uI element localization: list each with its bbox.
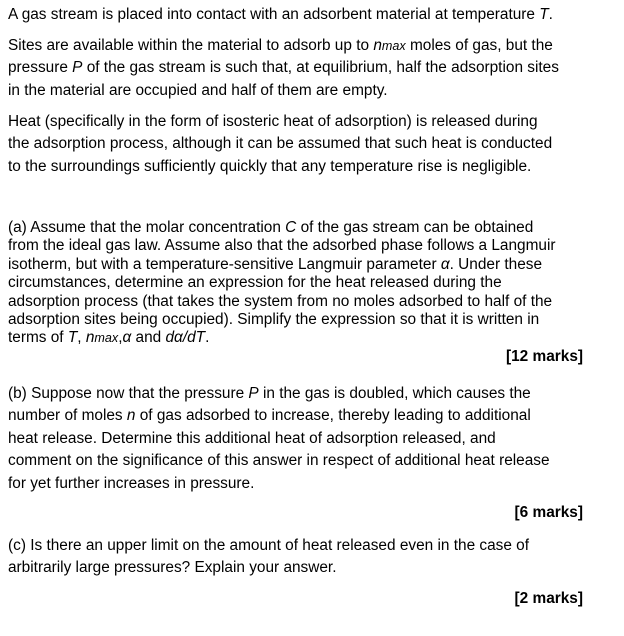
intro-paragraph (8, 4, 608, 26)
part-a-question: (a) Assume that the molar concentration C of the gas stream can be obtained from the ideal gas law. Assume also that the adsorbed phase follows a Langmuir isotherm, but with a temperature-sensitive Langmuir parameter α. Under these circumstances, determine an expression for the heat released during the adsorption process (that takes the system from no moles adsorbed to half of the adsorption sites being occupied). Simplify the expression so that it is written in terms of T, nmax,α and dα/dT. (8, 219, 556, 347)
part-c-marks: [2 marks] (514, 590, 583, 607)
part-b-question: (b) Suppose now that the pressure P in the gas is doubled, which causes the number of moles n of gas adsorbed to increase, thereby leading to additional heat release. Determine this additional heat of adsorption released, and comment on the significance of this answer in respect of additional heat release for yet further increases in pressure. (8, 385, 550, 492)
heat-paragraph: Heat (specifically in the form of isosteric heat of adsorption) is released during the adsorption process, although it can be assumed that such heat is conducted to the surroundings sufficiently quickly that any temperature rise is negligible. (8, 113, 553, 175)
part-c-question: (c) Is there an upper limit on the amount of heat released even in the case of arbitrarily large pressures? Explain your answer. (8, 537, 530, 577)
part-a-marks: [12 marks] (506, 348, 583, 365)
sites-paragraph: Sites are available within the material to adsorb up to nmax moles of gas, but the pressure P of the gas stream is such that, at equilibrium, half the adsorption sites in the material are occupied and half of them are empty. (8, 37, 559, 99)
intro-line: A gas stream is placed into contact with an adsorbent material at temperature T. (8, 6, 553, 23)
part-b-marks: [6 marks] (514, 504, 583, 521)
